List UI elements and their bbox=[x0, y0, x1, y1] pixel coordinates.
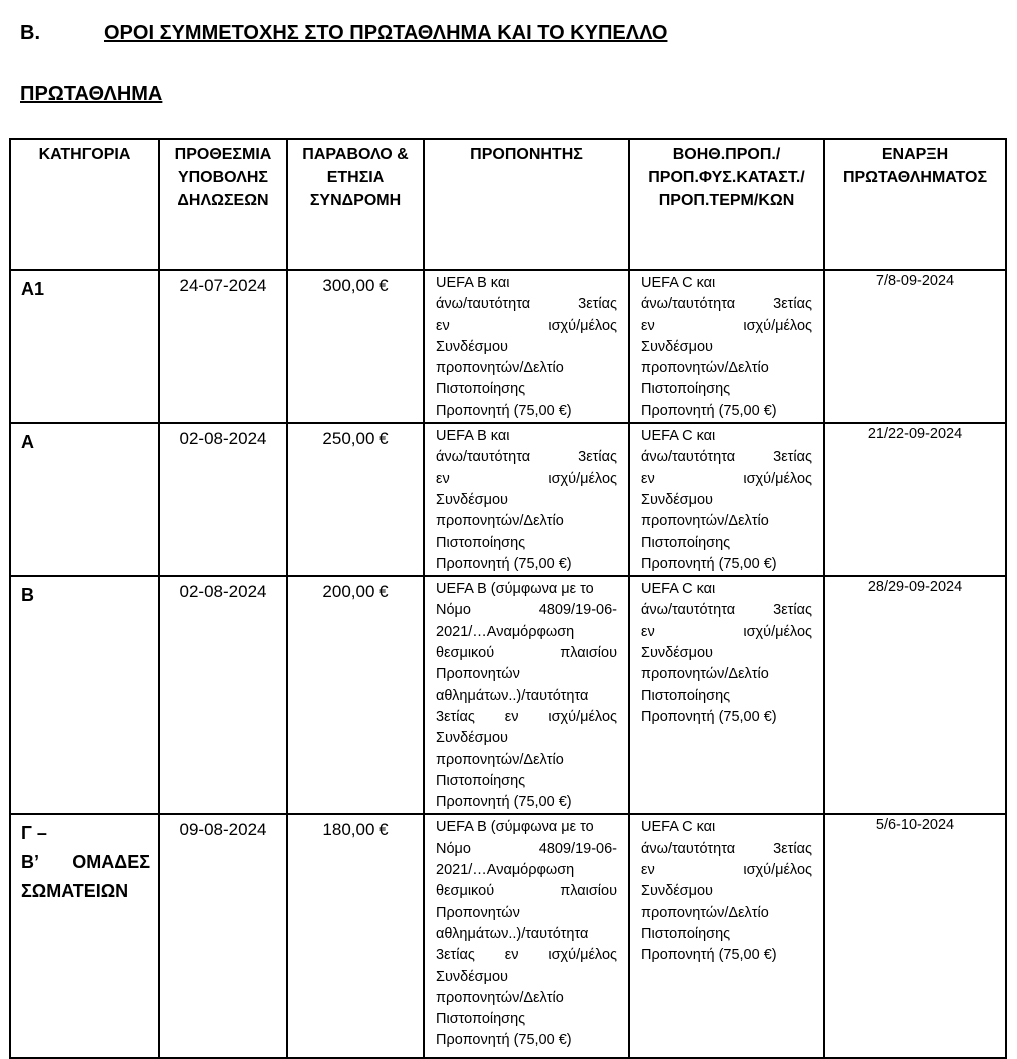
deadline-cell: 09-08-2024 bbox=[159, 814, 287, 1058]
cell-line: ΚΑΤΗΓΟΡΙΑ bbox=[38, 146, 131, 163]
cell-line: Προπονητή (75,00 €) bbox=[436, 794, 572, 811]
cell-line: Συνδέσμου bbox=[436, 338, 508, 355]
start-date-cell: 5/6-10-2024 bbox=[824, 814, 1006, 1058]
cell-line: Β bbox=[21, 585, 34, 606]
cell-line: UEFA B (σύμφωνα με το bbox=[436, 581, 594, 598]
cell-line: προπονητών/Δελτίο bbox=[436, 513, 564, 530]
deadline-cell: 02-08-2024 bbox=[159, 423, 287, 576]
category-cell bbox=[10, 814, 159, 1058]
cell-line: Προπονητή (75,00 €) bbox=[436, 1032, 572, 1049]
header-fee bbox=[287, 139, 424, 270]
cell-line: άνω/ταυτότητα 3ετίας bbox=[641, 840, 812, 857]
cell-line: UEFA C και bbox=[641, 428, 716, 445]
cell-line: προπονητών/Δελτίο bbox=[436, 989, 564, 1006]
coach-requirements-cell bbox=[424, 814, 629, 1058]
table-row bbox=[10, 814, 1006, 1058]
cell-line: Συνδέσμου bbox=[641, 491, 713, 508]
cell-line: Β’ ΟΜΑΔΕΣ bbox=[21, 852, 150, 873]
cell-line: Συνδέσμου bbox=[641, 645, 713, 662]
cell-line: ΠΡΟΠ.ΤΕΡΜ/ΚΩΝ bbox=[658, 192, 795, 209]
cell-line: Πιστοποίησης bbox=[436, 381, 526, 398]
assistant-requirements-cell bbox=[629, 423, 824, 576]
cell-line: εν ισχύ/μέλος bbox=[641, 470, 812, 487]
table-row bbox=[10, 423, 1006, 576]
cell-line: Προπονητή (75,00 €) bbox=[641, 402, 777, 419]
start-date-cell: 21/22-09-2024 bbox=[824, 423, 1006, 576]
cell-line: εν ισχύ/μέλος bbox=[436, 470, 617, 487]
category-cell bbox=[10, 576, 159, 814]
cell-line: Α1 bbox=[21, 279, 45, 299]
cell-line: Συνδέσμου bbox=[436, 491, 508, 508]
cell-line: θεσμικού πλαισίου bbox=[436, 645, 617, 662]
cell-line: Νόμο 4809/19-06- bbox=[436, 602, 617, 619]
cell-line: αθλημάτων..)/ταυτότητα bbox=[436, 687, 589, 704]
cell-line: άνω/ταυτότητα 3ετίας bbox=[641, 296, 812, 313]
coach-requirements-cell bbox=[424, 576, 629, 814]
cell-line: Προπονητών bbox=[436, 666, 520, 683]
cell-line: άνω/ταυτότητα 3ετίας bbox=[641, 449, 812, 466]
cell-line: ΔΗΛΩΣΕΩΝ bbox=[177, 192, 269, 209]
assistant-requirements-cell bbox=[629, 270, 824, 423]
cell-line: Προπονητή (75,00 €) bbox=[641, 708, 777, 725]
cell-line: Πιστοποίησης bbox=[436, 534, 526, 551]
section-heading bbox=[20, 22, 668, 45]
cell-line: ΣΥΝΔΡΟΜΗ bbox=[309, 192, 402, 209]
cell-line: Προπονητή (75,00 €) bbox=[436, 402, 572, 419]
cell-line: ΠΡΟΘΕΣΜΙΑ bbox=[174, 146, 272, 163]
cell-line: προπονητών/Δελτίο bbox=[436, 360, 564, 377]
cell-line: θεσμικού πλαισίου bbox=[436, 883, 617, 900]
cell-line: UEFA B (σύμφωνα με το bbox=[436, 819, 594, 836]
cell-line: Συνδέσμου bbox=[436, 730, 508, 747]
category-cell bbox=[10, 423, 159, 576]
cell-line: 2021/…Αναμόρφωση bbox=[436, 623, 575, 640]
table-row bbox=[10, 576, 1006, 814]
cell-line: Πιστοποίησης bbox=[641, 381, 731, 398]
header-assistant bbox=[629, 139, 824, 270]
cell-line: εν ισχύ/μέλος bbox=[641, 862, 812, 879]
header-deadline bbox=[159, 139, 287, 270]
cell-line: ΠΑΡΑΒΟΛΟ & bbox=[302, 146, 409, 163]
deadline-cell: 24-07-2024 bbox=[159, 270, 287, 423]
cell-line: Πιστοποίησης bbox=[436, 772, 526, 789]
table-row bbox=[10, 270, 1006, 423]
cell-line: Προπονητή (75,00 €) bbox=[436, 555, 572, 572]
section-title: ΟΡΟΙ ΣΥΜΜΕΤΟΧΗΣ ΣΤΟ ΠΡΩΤΑΘΛΗΜΑ ΚΑΙ ΤΟ ΚΥΠΕΛΛΟ bbox=[104, 22, 668, 44]
fee-cell: 180,00 € bbox=[287, 814, 424, 1058]
cell-line: Προπονητή (75,00 €) bbox=[641, 555, 777, 572]
cell-line: ΕΤΗΣΙΑ bbox=[326, 169, 385, 186]
cell-line: UEFA B και bbox=[436, 275, 510, 291]
start-date-cell: 7/8-09-2024 bbox=[824, 270, 1006, 423]
header-coach bbox=[424, 139, 629, 270]
coach-requirements-cell bbox=[424, 270, 629, 423]
cell-line: προπονητών/Δελτίο bbox=[436, 751, 564, 768]
cell-line: ΣΩΜΑΤΕΙΩΝ bbox=[21, 881, 129, 902]
cell-line: άνω/ταυτότητα 3ετίας bbox=[436, 296, 617, 313]
cell-line: UEFA C και bbox=[641, 581, 716, 598]
cell-line: Πιστοποίησης bbox=[641, 687, 731, 704]
category-cell bbox=[10, 270, 159, 423]
cell-line: UEFA C και bbox=[641, 819, 716, 836]
fee-cell: 300,00 € bbox=[287, 270, 424, 423]
assistant-requirements-cell bbox=[629, 576, 824, 814]
cell-line: άνω/ταυτότητα 3ετίας bbox=[641, 602, 812, 619]
fee-cell: 250,00 € bbox=[287, 423, 424, 576]
coach-requirements-cell bbox=[424, 423, 629, 576]
cell-line: προπονητών/Δελτίο bbox=[641, 904, 769, 921]
header-category bbox=[10, 139, 159, 270]
cell-line: εν ισχύ/μέλος bbox=[641, 317, 812, 334]
cell-line: άνω/ταυτότητα 3ετίας bbox=[436, 449, 617, 466]
cell-line: Συνδέσμου bbox=[641, 883, 713, 900]
cell-line: Πιστοποίησης bbox=[436, 1011, 526, 1028]
cell-line: ΕΝΑΡΞΗ bbox=[881, 146, 949, 163]
section-letter: Β. bbox=[20, 22, 40, 44]
header-start bbox=[824, 139, 1006, 270]
cell-line: Πιστοποίησης bbox=[641, 925, 731, 942]
cell-line: ΠΡΟΠ.ΦΥΣ.ΚΑΤΑΣΤ./ bbox=[648, 169, 805, 186]
section-subtitle: ΠΡΩΤΑΘΛΗΜΑ bbox=[20, 83, 163, 105]
table-header-row bbox=[10, 139, 1006, 270]
cell-line: εν ισχύ/μέλος bbox=[641, 623, 812, 640]
cell-line: προπονητών/Δελτίο bbox=[641, 666, 769, 683]
deadline-cell: 02-08-2024 bbox=[159, 576, 287, 814]
cell-line: Συνδέσμου bbox=[641, 338, 713, 355]
cell-line: 3ετίας εν ισχύ/μέλος bbox=[436, 708, 617, 725]
cell-line: ΠΡΟΠΟΝΗΤΗΣ bbox=[470, 146, 583, 163]
cell-line: UEFA B και bbox=[436, 428, 510, 445]
championship-table bbox=[9, 138, 1007, 1059]
cell-line: αθλημάτων..)/ταυτότητα bbox=[436, 925, 589, 942]
cell-line: 3ετίας εν ισχύ/μέλος bbox=[436, 947, 617, 964]
cell-line: εν ισχύ/μέλος bbox=[436, 317, 617, 334]
start-date-cell: 28/29-09-2024 bbox=[824, 576, 1006, 814]
cell-line: 2021/…Αναμόρφωση bbox=[436, 862, 575, 879]
cell-line: Νόμο 4809/19-06- bbox=[436, 840, 617, 857]
cell-line: ΒΟΗΘ.ΠΡΟΠ./ bbox=[672, 146, 781, 163]
cell-line: Προπονητή (75,00 €) bbox=[641, 947, 777, 964]
cell-line: ΥΠΟΒΟΛΗΣ bbox=[177, 169, 269, 186]
cell-line: Πιστοποίησης bbox=[641, 534, 731, 551]
assistant-requirements-cell bbox=[629, 814, 824, 1058]
cell-line: Προπονητών bbox=[436, 904, 520, 921]
cell-line: Α bbox=[21, 432, 34, 453]
cell-line: Συνδέσμου bbox=[436, 968, 508, 985]
cell-line: προπονητών/Δελτίο bbox=[641, 360, 769, 377]
cell-line: προπονητών/Δελτίο bbox=[641, 513, 769, 530]
cell-line: ΠΡΩΤΑΘΛΗΜΑΤΟΣ bbox=[842, 169, 988, 186]
cell-line: UEFA C και bbox=[641, 275, 716, 291]
cell-line: Γ – bbox=[21, 823, 47, 844]
fee-cell: 200,00 € bbox=[287, 576, 424, 814]
